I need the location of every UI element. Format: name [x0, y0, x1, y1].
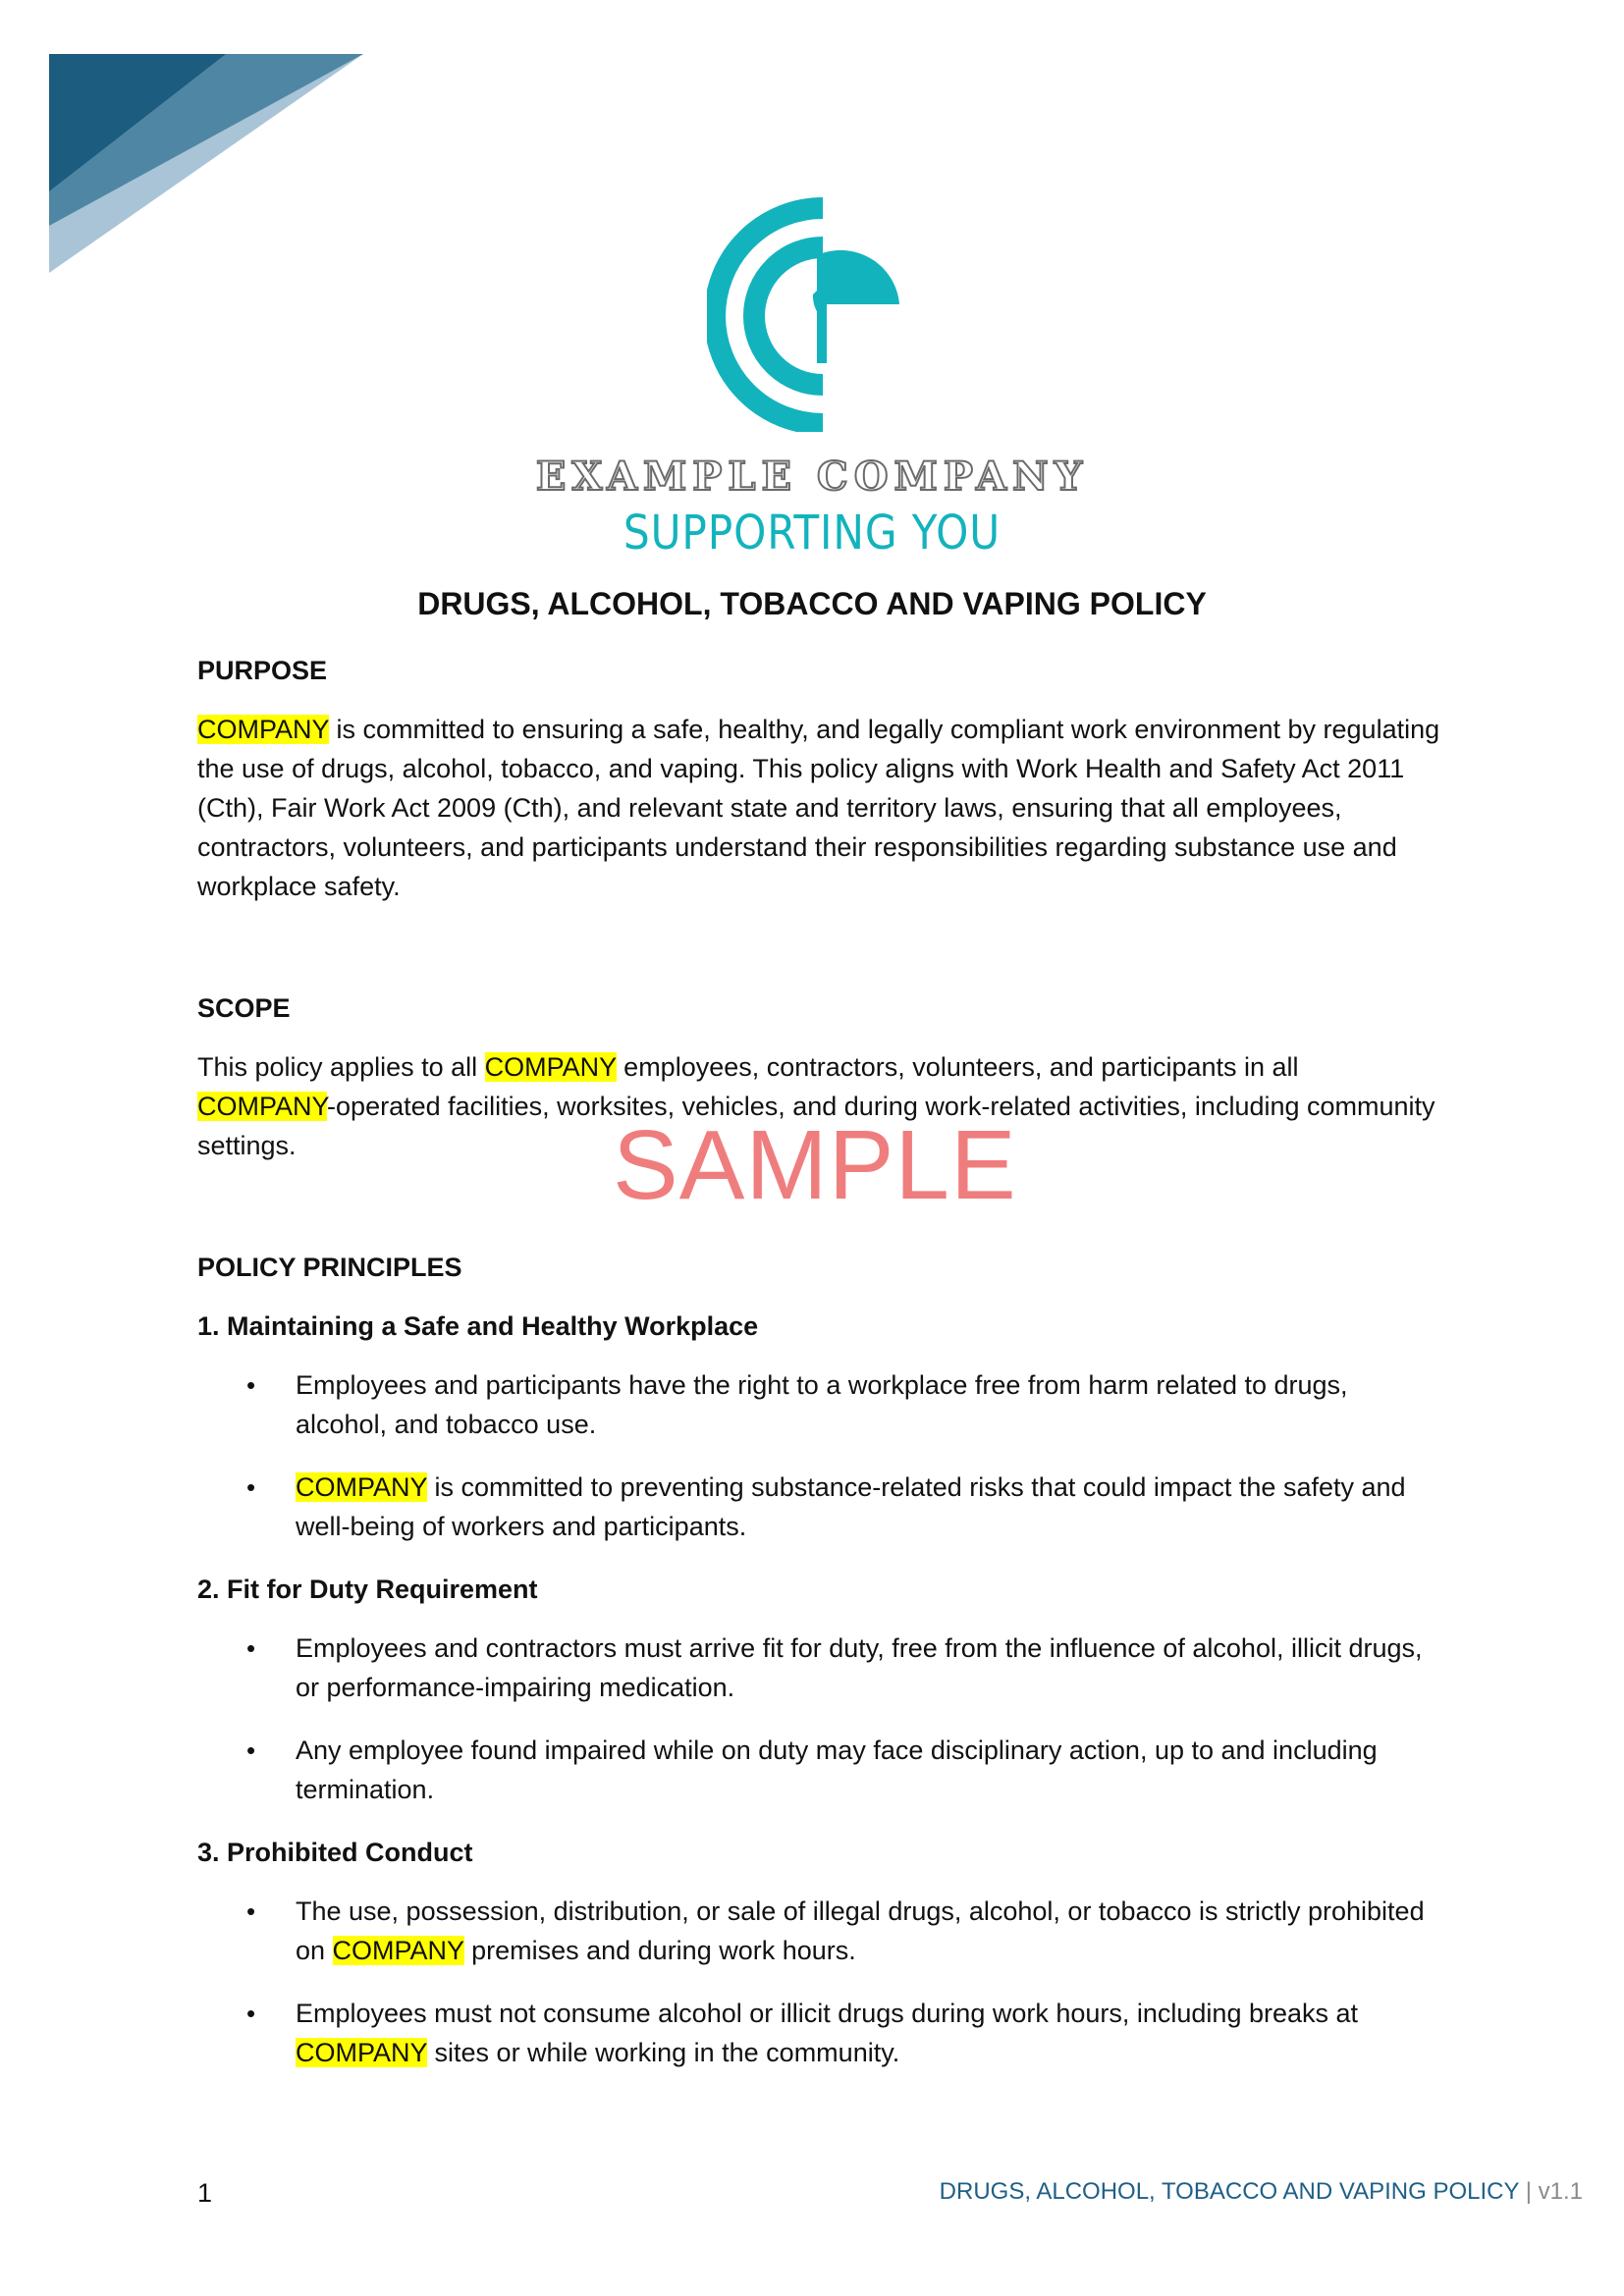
footer-doc-title: DRUGS, ALCOHOL, TOBACCO AND VAPING POLICY — [939, 2178, 1520, 2205]
section-heading-1: 1. Maintaining a Safe and Healthy Workplace — [197, 1311, 759, 1341]
bullet-text: sites or while working in the community. — [427, 2038, 900, 2067]
bullet-text: Employees and participants have the right to a workplace free from harm related to drugs, alcohol, and tobacco use. — [296, 1370, 1348, 1439]
company-placeholder: COMPANY — [484, 1052, 617, 1082]
corner-triangle-dark — [49, 54, 226, 191]
scope-text-2: employees, contractors, volunteers, and participants in all — [616, 1052, 1299, 1082]
scope-text-3: -operated facilities, worksites, vehicles, and during work-related activities, including community settings. — [197, 1092, 1435, 1160]
document-title: DRUGS, ALCOHOL, TOBACCO AND VAPING POLICY — [417, 586, 1207, 621]
corner-triangle-mid — [49, 54, 363, 226]
bullet-text: The use, possession, distribution, or sale of illegal drugs, alcohol, or tobacco is strictly prohibited on — [296, 1896, 1425, 1965]
list-item — [197, 1892, 1444, 1970]
footer-version: v1.1 — [1538, 2178, 1583, 2205]
page-number: 1 — [197, 2178, 213, 2208]
list-item — [197, 1468, 1444, 1546]
company-tagline: SUPPORTING YOU — [623, 506, 1001, 561]
footer-title — [940, 2178, 1583, 2206]
section-list-2 — [197, 1629, 1444, 1809]
purpose-heading: PURPOSE — [197, 656, 328, 685]
company-logo-icon — [707, 196, 933, 432]
company-placeholder: COMPANY — [197, 715, 330, 744]
list-item — [197, 1994, 1444, 2072]
sample-watermark: SAMPLE — [613, 1110, 1017, 1220]
company-placeholder: COMPANY — [296, 2038, 428, 2067]
scope-text-1: This policy applies to all — [197, 1052, 485, 1082]
list-item — [197, 1731, 1444, 1809]
section-heading-3: 3. Prohibited Conduct — [197, 1838, 473, 1867]
section-list-3 — [197, 1892, 1444, 2072]
section-list-1 — [197, 1365, 1444, 1546]
corner-triangle-light — [49, 54, 363, 273]
company-placeholder: COMPANY — [332, 1936, 464, 1965]
company-placeholder: COMPANY — [197, 1092, 328, 1121]
list-item — [197, 1629, 1444, 1707]
document-body — [197, 651, 1444, 2096]
purpose-text: is committed to ensuring a safe, healthy, and legally compliant work environment by regulating the use of drugs, alcohol, tobacco, and vaping. This policy aligns with Work Health and Safety Act 2011 (Cth), Fair Work Act 2009 (Cth), and relevant state and territory laws, ensuring that all employees, contractors, volunteers, and participants understand their responsibilities regarding substance use and workplace safety. — [197, 715, 1440, 901]
purpose-paragraph — [197, 710, 1444, 906]
principles-heading: POLICY PRINCIPLES — [197, 1253, 462, 1282]
bullet-text: Employees and contractors must arrive fit for duty, free from the influence of alcohol, illicit drugs, or performance-impairing medication. — [296, 1633, 1423, 1702]
list-item — [197, 1365, 1444, 1444]
bullet-text: premises and during work hours. — [463, 1936, 856, 1965]
section-heading-2: 2. Fit for Duty Requirement — [197, 1575, 538, 1604]
company-wordmark: EXAMPLE COMPANY — [535, 454, 1089, 500]
company-placeholder: COMPANY — [296, 1472, 428, 1502]
scope-heading: SCOPE — [197, 993, 291, 1023]
bullet-text: Employees must not consume alcohol or illicit drugs during work hours, including breaks at — [296, 1999, 1359, 2028]
bullet-text: is committed to preventing substance-related risks that could impact the safety and well-being of workers and participants. — [296, 1472, 1406, 1541]
bullet-text: Any employee found impaired while on duty may face disciplinary action, up to and including termination. — [296, 1735, 1378, 1804]
footer-separator: | — [1519, 2178, 1539, 2205]
